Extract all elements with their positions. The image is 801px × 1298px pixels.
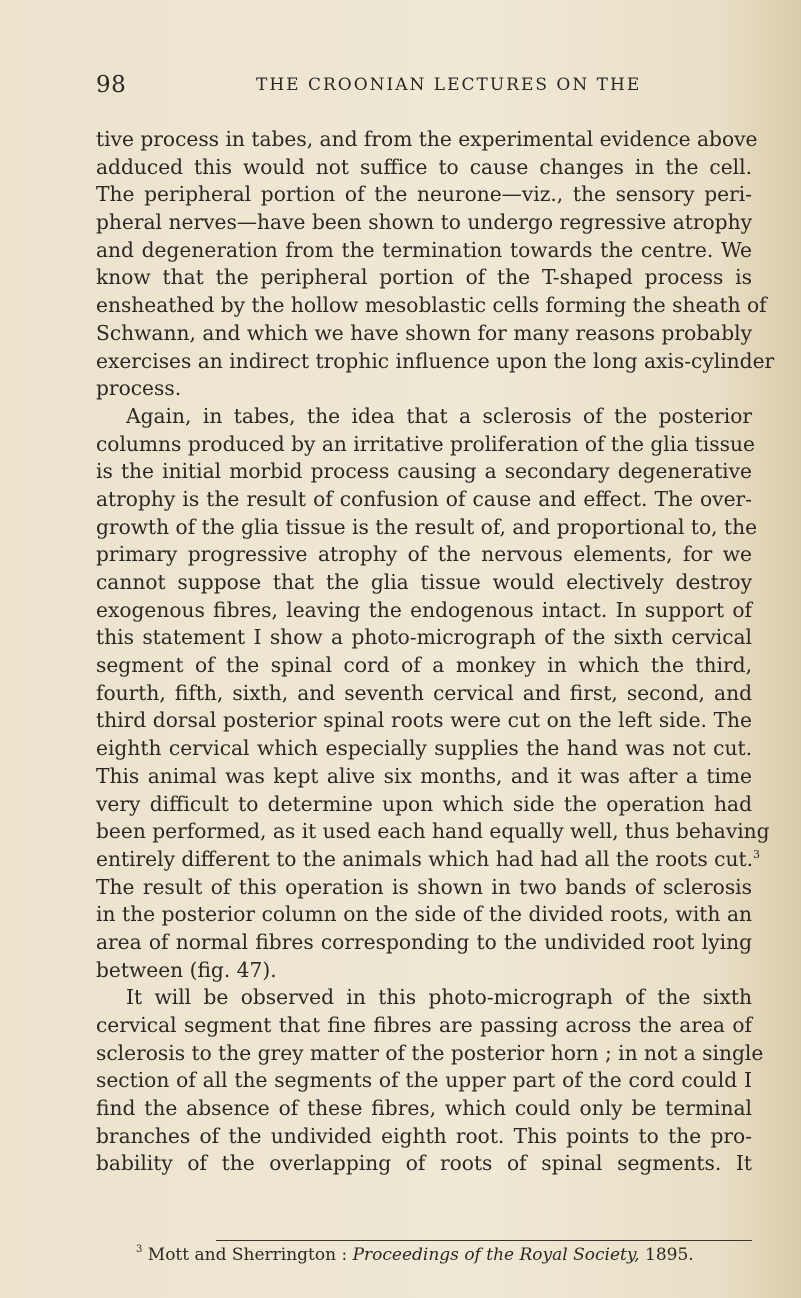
text-line: adduced this would not suffice to cause changes in the cell. (96, 154, 752, 179)
running-title: THE CROONIAN LECTURES ON THE (256, 75, 642, 95)
text-line: section of all the segments of the upper part of the cord could I (96, 1068, 752, 1093)
text-line: this statement I show a photo-micrograph of the sixth cervical (96, 625, 752, 650)
paragraph-start-line: It will be observed in this photo-micrograph of the sixth (126, 985, 752, 1010)
text-line: and degeneration from the termination towards the centre. We (96, 237, 752, 262)
footnote-reference: 3 (753, 847, 761, 861)
text-line-content: entirely different to the animals which had had all the roots cut. (96, 846, 754, 871)
text-line: This animal was kept alive six months, and it was after a time (96, 763, 752, 788)
text-line: very difficult to determine upon which side the operation had (96, 791, 752, 816)
page-number: 98 (96, 72, 127, 98)
footnote-divider (216, 1240, 752, 1241)
text-line: between (fig. 47). (96, 957, 277, 982)
text-line: know that the peripheral portion of the T-shaped process is (96, 265, 752, 290)
text-line: The result of this operation is shown in two bands of sclerosis (96, 874, 752, 899)
text-line: tive process in tabes, and from the experimental evidence above (96, 127, 758, 151)
text-line: columns produced by an irritative proliferation of the glia tissue (96, 431, 755, 456)
text-line: third dorsal posterior spinal roots were cut on the left side. The (96, 708, 752, 733)
footnote-journal: Proceedings of the Royal Society, (352, 1245, 640, 1265)
text-line: pheral nerves—have been shown to undergo regressive atrophy (96, 210, 752, 235)
footnote-authors: Mott and Sherrington : (147, 1245, 353, 1265)
footnote (136, 1245, 694, 1265)
footnote-marker: 3 (136, 1244, 143, 1255)
text-line: is the initial morbid process causing a secondary degenerative (96, 459, 752, 484)
text-line: primary progressive atrophy of the nervous elements, for we (96, 542, 752, 567)
paragraph-start-line: Again, in tabes, the idea that a sclerosis of the posterior (126, 403, 752, 428)
text-line: atrophy is the result of confusion of cause and effect. The over- (96, 486, 752, 511)
text-line: fourth, fifth, sixth, and seventh cervical and first, second, and (96, 680, 752, 705)
text-line: bability of the overlapping of roots of spinal segments. It (96, 1151, 752, 1176)
text-line: in the posterior column on the side of the divided roots, with an (96, 902, 752, 927)
body-text (96, 126, 775, 1178)
text-line: sclerosis to the grey matter of the posterior horn ; in not a single (96, 1040, 764, 1065)
footnote-year: 1895. (639, 1245, 694, 1265)
text-line: Schwann, and which we have shown for many reasons probably (96, 320, 752, 345)
text-line: eighth cervical which especially supplies the hand was not cut. (96, 736, 752, 761)
text-line: exercises an indirect trophic influence upon the long axis-cylinder (96, 348, 775, 373)
text-line: The peripheral portion of the neurone—viz., the sensory peri- (96, 182, 752, 207)
text-line: been performed, as it used each hand equally well, thus behaving (96, 819, 770, 844)
text-line-with-footnote-ref (96, 846, 761, 874)
text-line: cannot suppose that the glia tissue would electively destroy (96, 570, 752, 594)
text-line: cervical segment that fine fibres are passing across the area of (96, 1013, 752, 1037)
text-line: area of normal fibres corresponding to the undivided root lying (96, 929, 752, 954)
page-header (96, 72, 736, 112)
text-line: ensheathed by the hollow mesoblastic cells forming the sheath of (96, 293, 767, 318)
text-line: process. (96, 376, 182, 401)
text-line: segment of the spinal cord of a monkey in which the third, (96, 653, 752, 678)
text-line: growth of the glia tissue is the result of, and proportional to, the (96, 514, 758, 539)
text-line: exogenous fibres, leaving the endogenous intact. In support of (96, 597, 752, 622)
text-line: branches of the undivided eighth root. This points to the pro- (96, 1123, 752, 1148)
text-line: find the absence of these fibres, which could only be terminal (96, 1096, 752, 1121)
